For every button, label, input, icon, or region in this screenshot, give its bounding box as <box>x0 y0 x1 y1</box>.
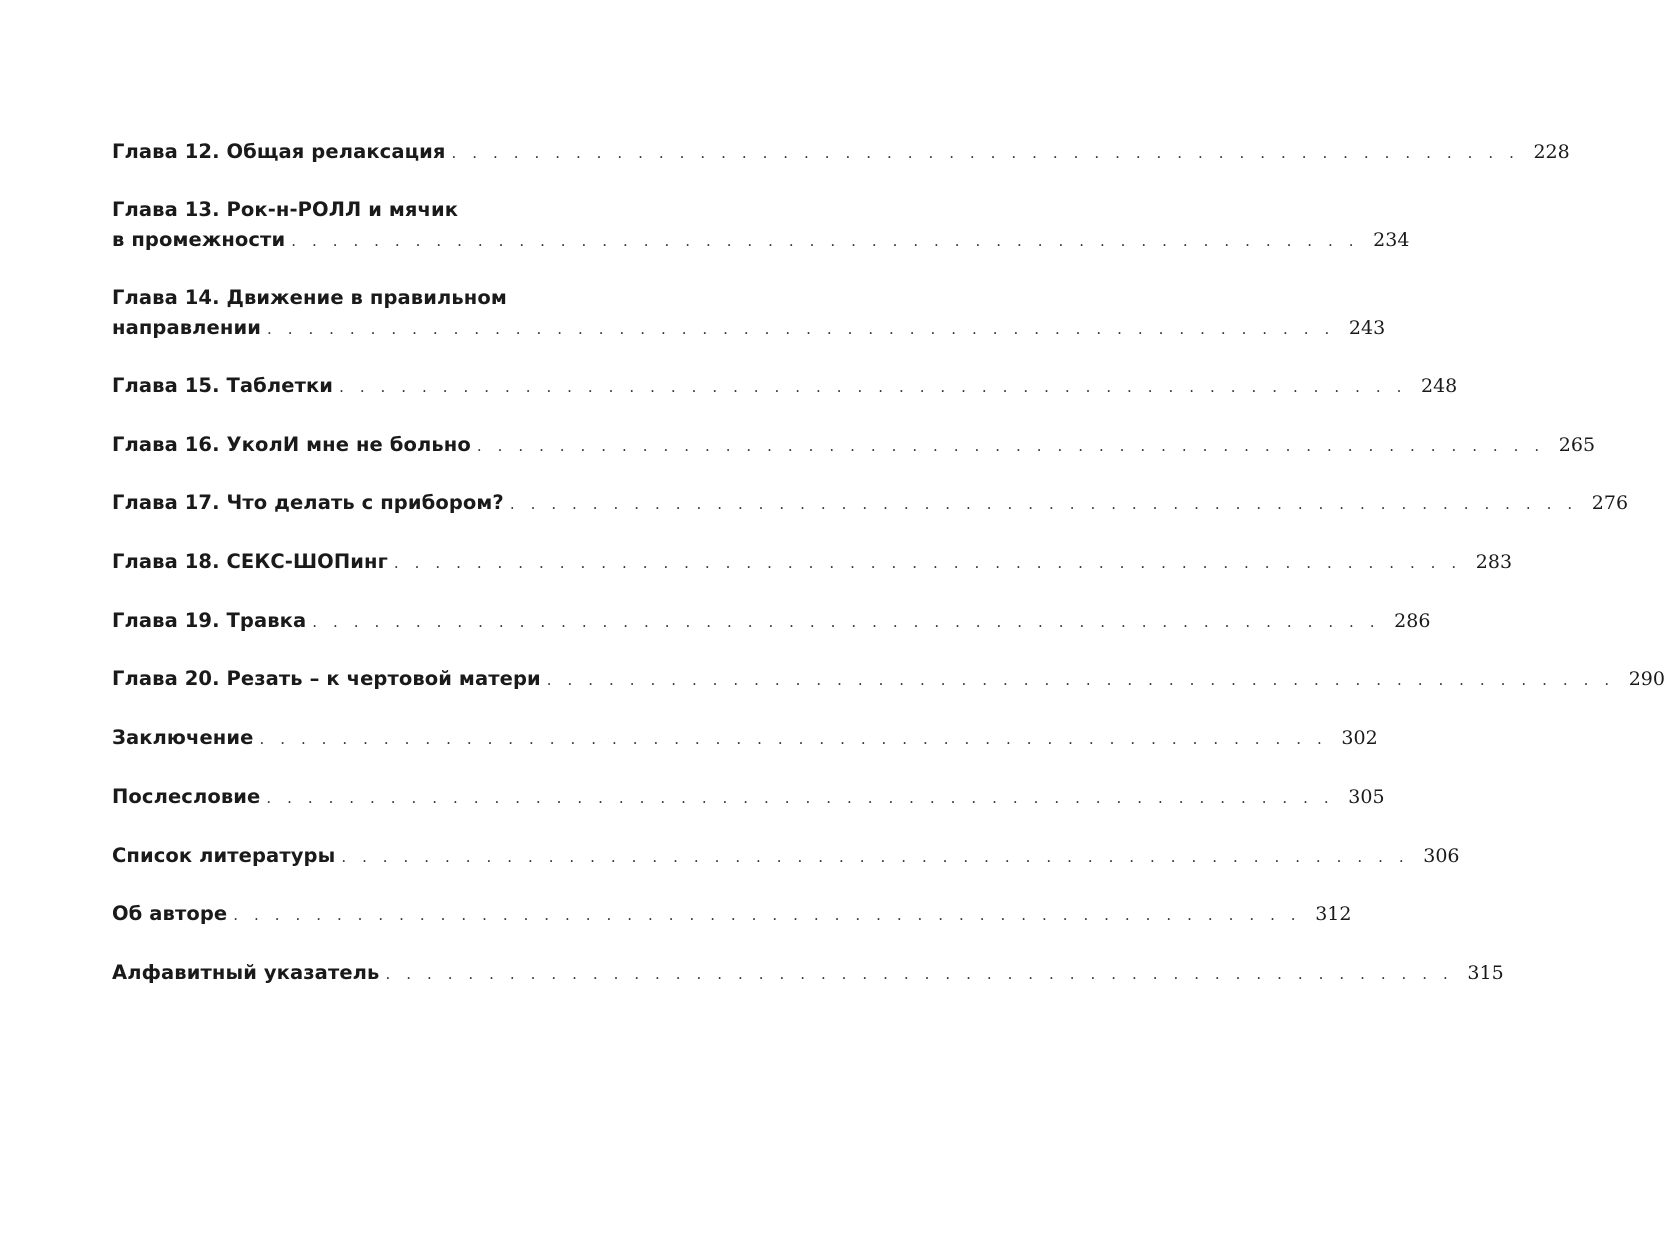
toc-entry-index <box>112 958 1504 988</box>
toc-dot-leader: . . . . . . . . . . . . . . . . . . . . . . . . . . . . . . . . . . . . . . . . . . . . . . . . . . . . <box>393 554 1462 572</box>
toc-dot-leader: . . . . . . . . . . . . . . . . . . . . . . . . . . . . . . . . . . . . . . . . . . . . . . . . . . . . <box>451 144 1520 162</box>
toc-entry-title-line1: Глава 14. Движение в правильном <box>112 286 507 309</box>
toc-page-number: 228 <box>1533 141 1570 163</box>
toc-dot-leader: . . . . . . . . . . . . . . . . . . . . . . . . . . . . . . . . . . . . . . . . . . . . . . . . . . . . <box>509 495 1578 513</box>
toc-page-number: 286 <box>1394 610 1431 632</box>
toc-page-number: 312 <box>1315 903 1352 925</box>
toc-page-number: 290 <box>1628 668 1665 690</box>
toc-entry-chapter-15 <box>112 371 1458 401</box>
toc-entry-title: Об авторе <box>112 902 228 925</box>
toc-page-number: 283 <box>1475 551 1513 573</box>
toc-page-number: 315 <box>1467 962 1504 984</box>
toc-entry-chapter-12 <box>112 137 1570 167</box>
toc-page-number: 276 <box>1591 492 1629 514</box>
toc-entry-chapter-18 <box>112 547 1513 577</box>
toc-page-number: 306 <box>1423 845 1460 867</box>
toc-entry-conclusion <box>112 723 1378 753</box>
toc-entry-bibliography <box>112 841 1460 871</box>
toc-entry-chapter-19 <box>112 606 1431 636</box>
toc-entry-title: Глава 16. УколИ мне не больно <box>112 433 471 456</box>
toc-page-number: 234 <box>1373 229 1410 251</box>
toc-dot-leader: . . . . . . . . . . . . . . . . . . . . . . . . . . . . . . . . . . . . . . . . . . . . . . . . . . . . <box>385 965 1454 983</box>
toc-dot-leader: . . . . . . . . . . . . . . . . . . . . . . . . . . . . . . . . . . . . . . . . . . . . . . . . . . . . <box>339 378 1407 396</box>
toc-dot-leader: . . . . . . . . . . . . . . . . . . . . . . . . . . . . . . . . . . . . . . . . . . . . . . . . . . . . <box>291 232 1360 250</box>
toc-entry-chapter-13 <box>112 195 1410 255</box>
toc-entry-afterword <box>112 782 1385 812</box>
toc-entry-title: Глава 12. Общая релаксация <box>112 140 446 163</box>
toc-dot-leader: . . . . . . . . . . . . . . . . . . . . . . . . . . . . . . . . . . . . . . . . . . . . . . . . . . . . <box>266 320 1335 338</box>
toc-page-number: 305 <box>1348 786 1385 808</box>
toc-entry-title: направлении <box>112 316 261 339</box>
toc-page-number: 265 <box>1558 434 1596 456</box>
toc-entry-title: Список литературы <box>112 844 336 867</box>
toc-entry-chapter-14 <box>112 283 1386 343</box>
toc-entry-chapter-16 <box>112 430 1596 460</box>
toc-entry-title: Глава 20. Резать – к чертовой матери <box>112 667 541 690</box>
toc-dot-leader: . . . . . . . . . . . . . . . . . . . . . . . . . . . . . . . . . . . . . . . . . . . . . . . . . . . . <box>341 848 1410 866</box>
toc-page-number: 248 <box>1421 375 1458 397</box>
toc-entry-title: Глава 18. СЕКС-ШОПинг <box>112 550 388 573</box>
toc-entry-title-line1: Глава 13. Рок-н-РОЛЛ и мячик <box>112 198 459 221</box>
toc-dot-leader: . . . . . . . . . . . . . . . . . . . . . . . . . . . . . . . . . . . . . . . . . . . . . . . . . . . . <box>266 789 1335 807</box>
toc-entry-about-author <box>112 899 1352 929</box>
toc-entry-title: Послесловие <box>112 785 261 808</box>
toc-entry-title: Заключение <box>112 726 254 749</box>
toc-entry-title: Глава 15. Таблетки <box>112 374 334 397</box>
toc-entry-chapter-20 <box>112 664 1665 694</box>
toc-dot-leader: . . . . . . . . . . . . . . . . . . . . . . . . . . . . . . . . . . . . . . . . . . . . . . . . . . . . <box>259 730 1328 748</box>
toc-dot-leader: . . . . . . . . . . . . . . . . . . . . . . . . . . . . . . . . . . . . . . . . . . . . . . . . . . . . <box>476 437 1545 455</box>
toc-entry-chapter-17 <box>112 488 1629 518</box>
toc-entry-title: Глава 19. Травка <box>112 609 307 632</box>
toc-dot-leader: . . . . . . . . . . . . . . . . . . . . . . . . . . . . . . . . . . . . . . . . . . . . . . . . . . . . <box>233 906 1302 924</box>
toc-entry-title: в промежности <box>112 228 286 251</box>
toc-dot-leader: . . . . . . . . . . . . . . . . . . . . . . . . . . . . . . . . . . . . . . . . . . . . . . . . . . . . <box>546 671 1615 689</box>
toc-entry-title: Глава 17. Что делать с прибором? <box>112 491 504 514</box>
toc-entry-title: Алфавитный указатель <box>112 961 380 984</box>
toc-dot-leader: . . . . . . . . . . . . . . . . . . . . . . . . . . . . . . . . . . . . . . . . . . . . . . . . . . . . <box>312 613 1381 631</box>
toc-page-number: 243 <box>1348 317 1386 339</box>
toc-page-number: 302 <box>1341 727 1378 749</box>
